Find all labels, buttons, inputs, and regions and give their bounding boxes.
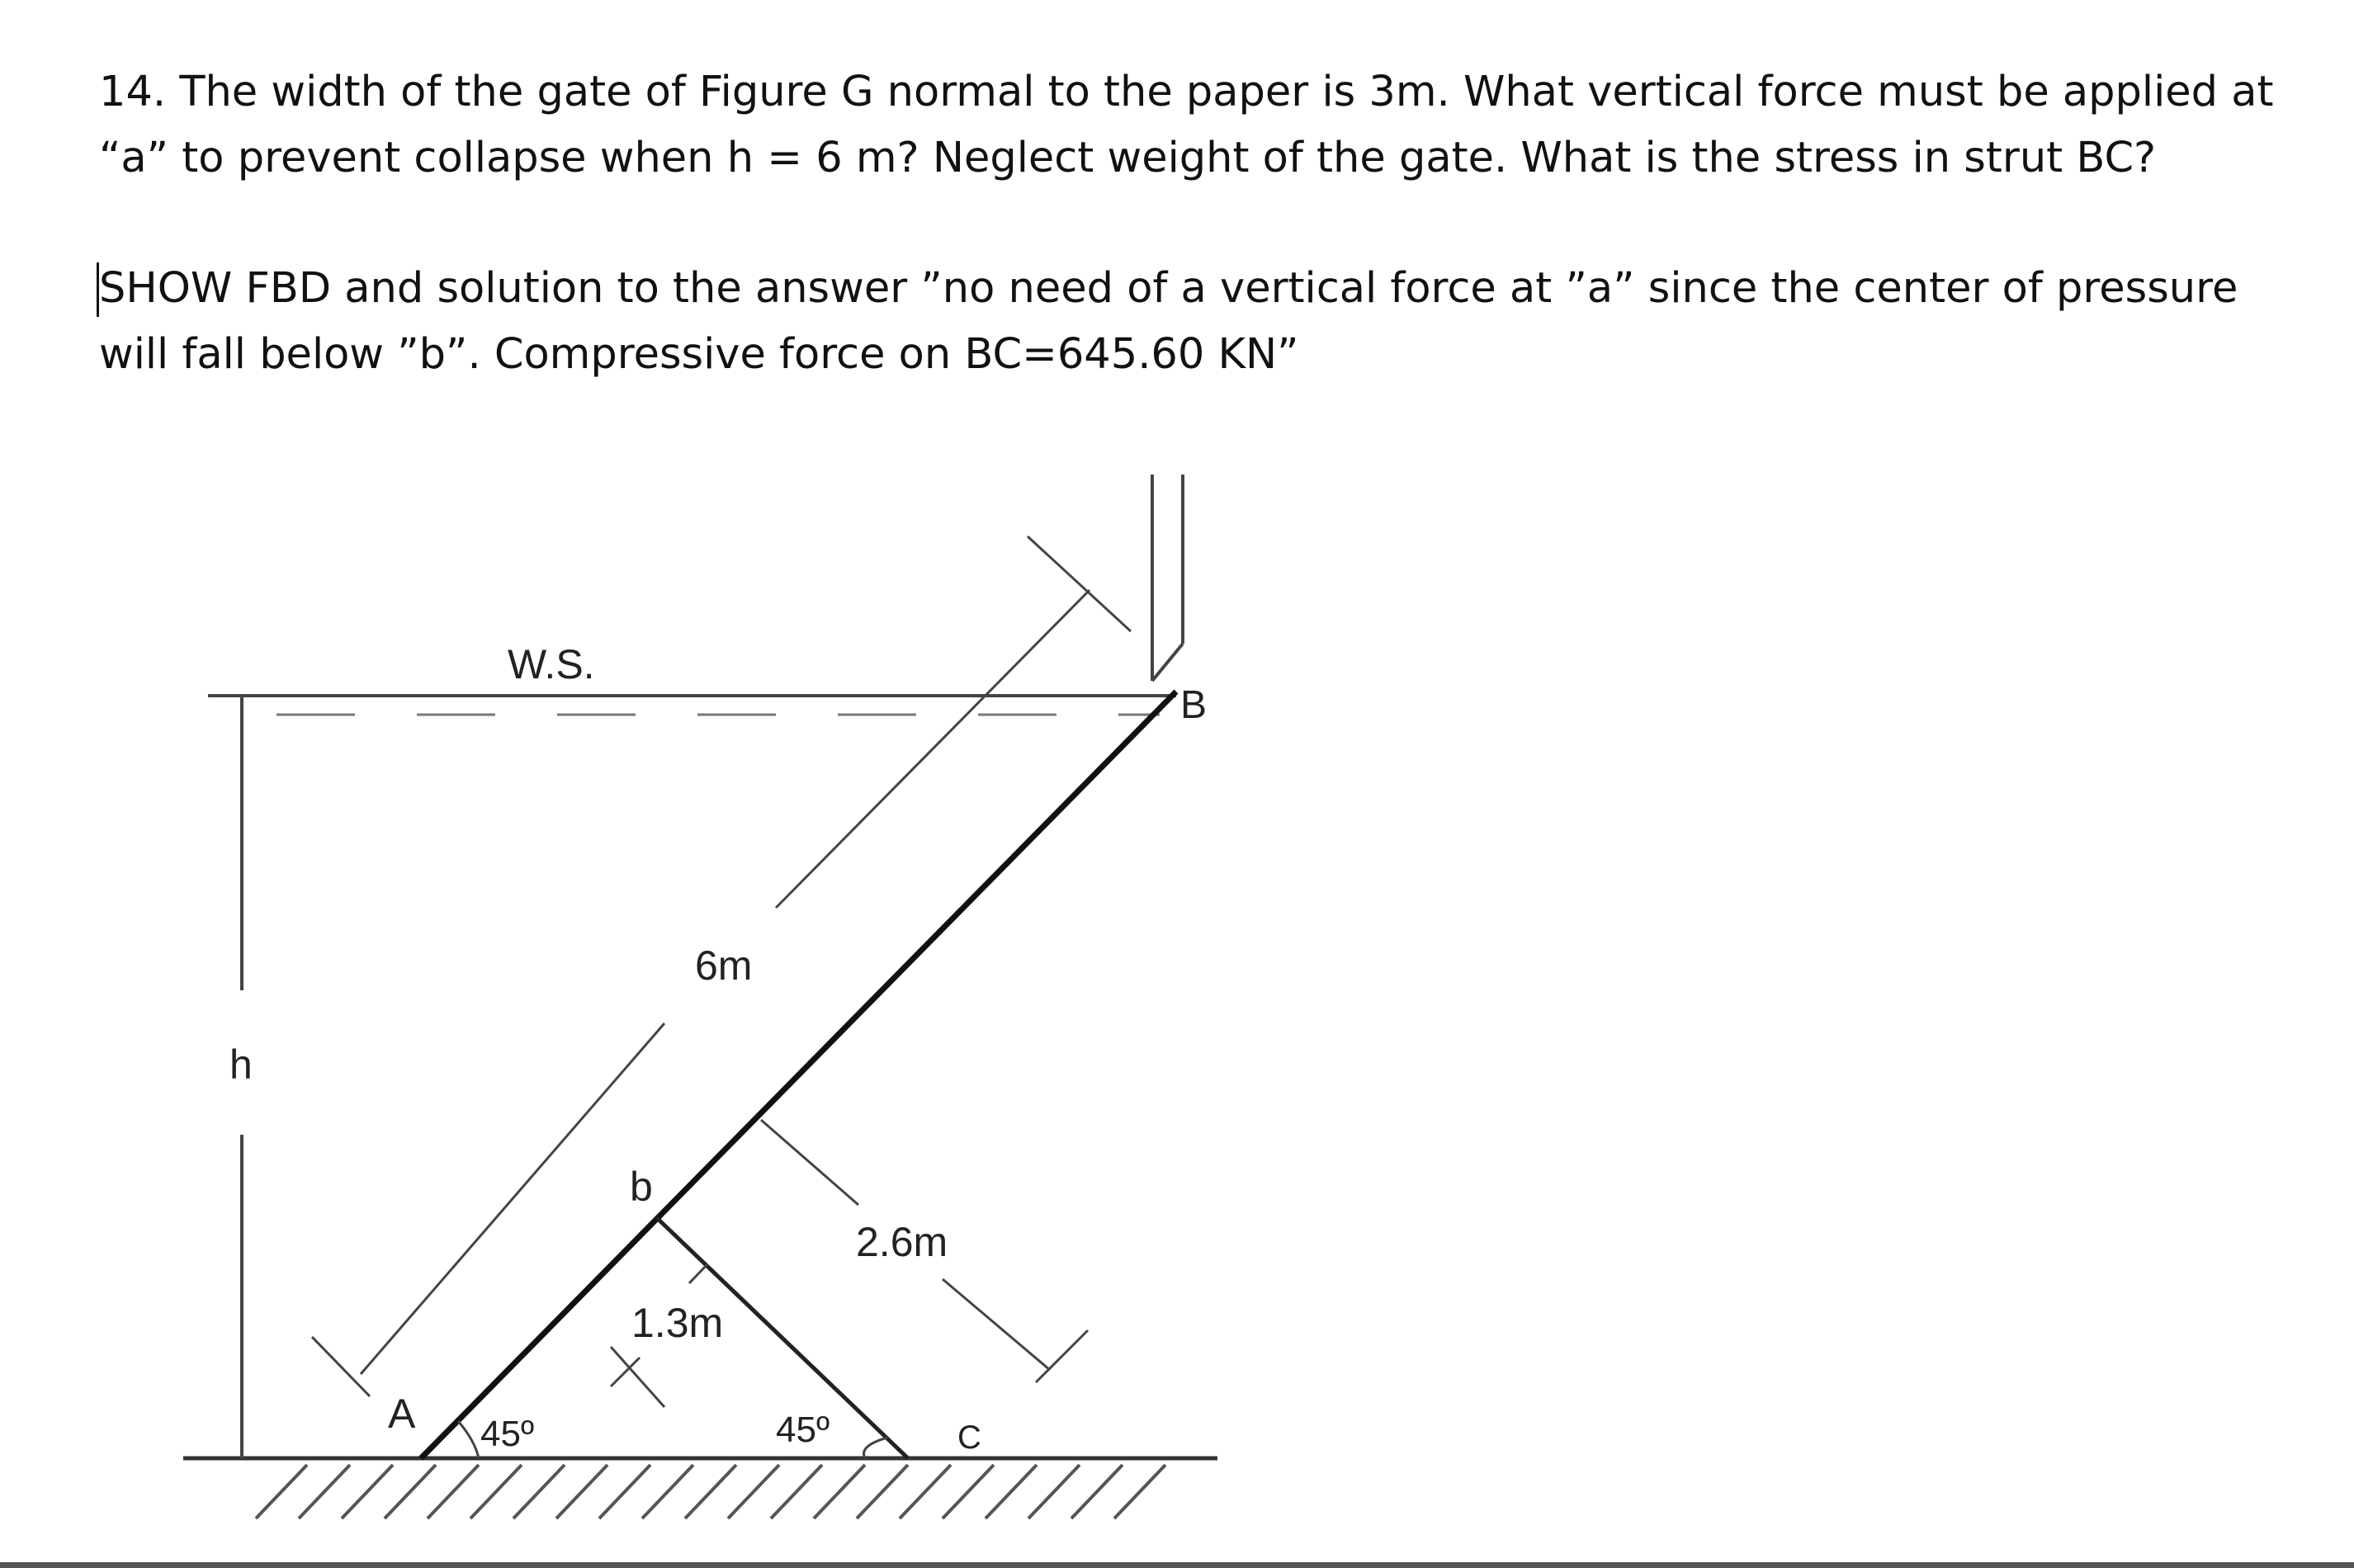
angle-a-label: 45º [480,1414,535,1454]
gate-ab [421,692,1176,1458]
ws-label: W.S. [508,641,595,687]
angle-arc-a [458,1421,479,1458]
angle-arc-c [864,1438,887,1458]
gate-dimension-lower [361,1023,664,1374]
instruction-line-1: SHOW FBD and solution to the answer ”no need of a vertical force at ”a” since the center of pressure [99,264,2238,313]
h-label: h [229,1041,253,1088]
point-b-upper-label: B [1180,683,1208,727]
bottom-border [0,1562,2354,1568]
question-line-2: “a” to prevent collapse when h = 6 m? Neglect weight of the gate. What is the stress in strut BC? [99,134,2157,182]
strut-dimension-upper [761,1120,858,1205]
point-b-lower-label: b [630,1164,653,1210]
strut-dimension-end-tick [1036,1330,1088,1382]
gate-length-label: 6m [695,942,753,989]
ground-hatching [256,1465,1165,1518]
question-line-1: 14. The width of the gate of Figure G normal to the paper is 3m. What vertical force must be applied at [99,68,2274,116]
instruction-line-2: will fall below ”b”. Compressive force on BC=645.60 KN” [99,330,1299,379]
wall-cap [1152,644,1183,681]
gate-dimension-upper [776,590,1090,908]
offset-dimension-tick-upper [689,1264,707,1283]
point-c-label: C [957,1419,981,1456]
strut-dimension-lower [943,1279,1050,1370]
gate-dimension-bottom-tick [312,1337,370,1396]
point-a-label: A [388,1391,416,1437]
angle-c-label: 45º [776,1410,830,1450]
offset-label: 1.3m [631,1300,724,1346]
gate-dimension-top-tick [1028,536,1131,631]
strut-length-label: 2.6m [856,1219,948,1265]
